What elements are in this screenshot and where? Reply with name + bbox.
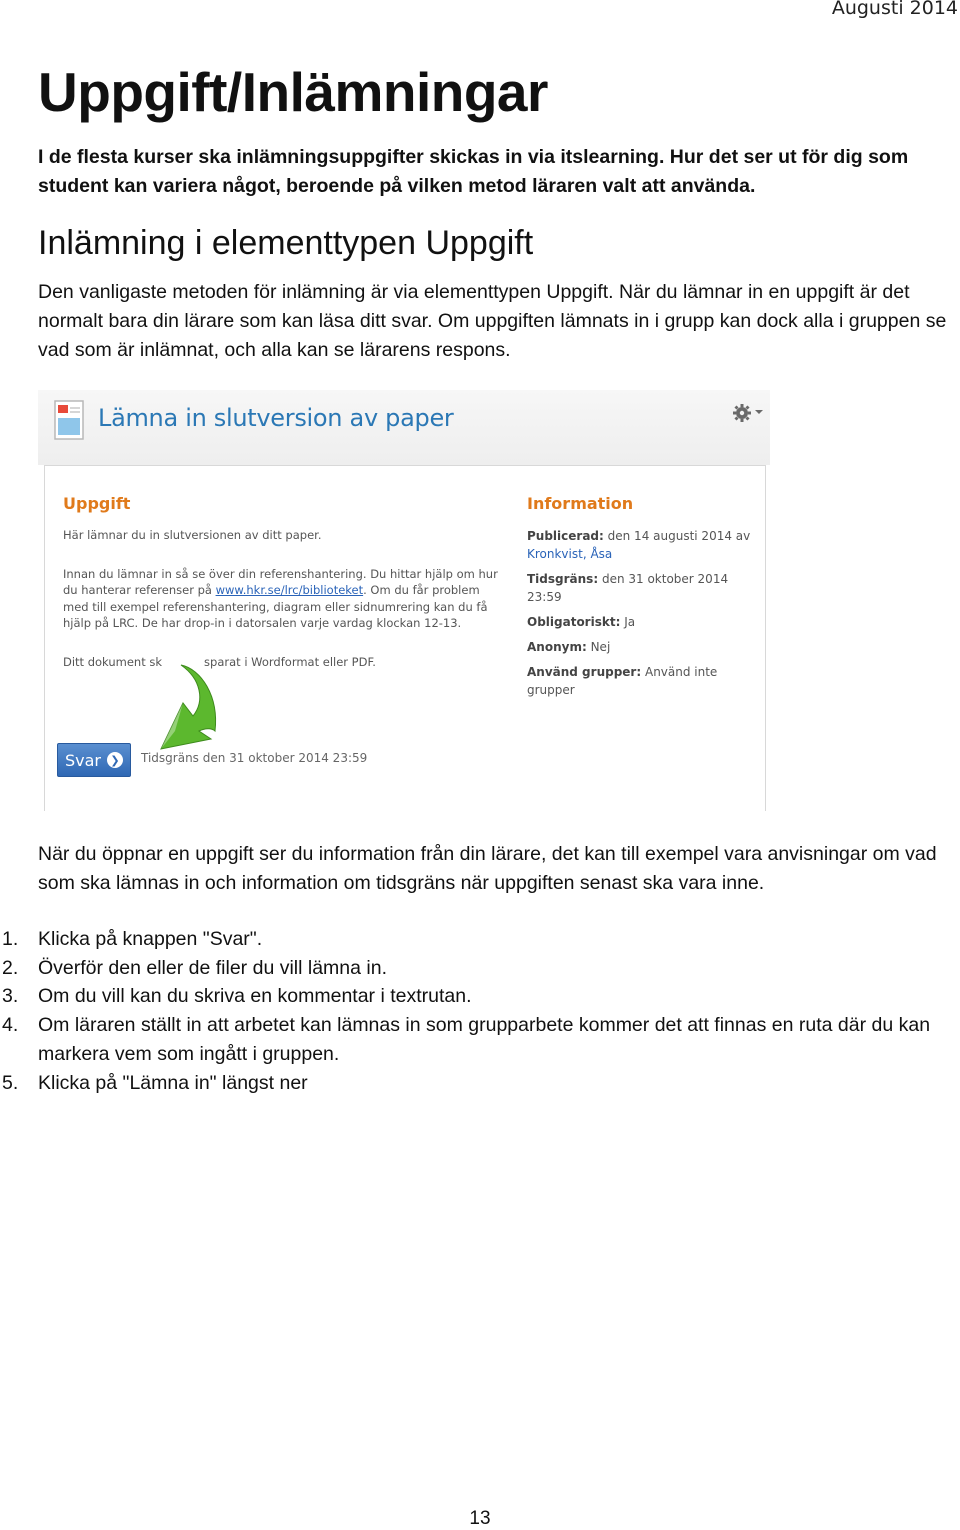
assignment-column: [63, 494, 503, 670]
list-item: 2. Överför den eller de filer du vill lämna in.: [2, 956, 387, 979]
assignment-heading: Uppgift: [63, 494, 131, 513]
library-link[interactable]: www.hkr.se/lrc/biblioteket: [215, 583, 364, 597]
assignment-format-note: Ditt dokument sk sparat i Wordformat eller PDF.: [63, 654, 376, 669]
arrow-right-icon: ❯: [107, 752, 123, 768]
assignment-screenshot: [38, 390, 770, 810]
section-subtitle: Inlämning i elementtypen Uppgift: [38, 224, 534, 262]
header-date: Augusti 2014: [831, 0, 958, 19]
green-arrow-icon: [123, 661, 223, 756]
list-item: 1. Klicka på knappen "Svar".: [2, 928, 263, 950]
page-title: Uppgift/Inlämningar: [38, 61, 548, 123]
author-link[interactable]: Kronkvist, Åsa: [527, 547, 613, 561]
page-number: 13: [469, 1508, 491, 1529]
information-column: [527, 494, 757, 706]
info-groups: Använd grupper: Använd inte grupper: [527, 665, 718, 697]
info-published: Publicerad: den 14 augusti 2014 av Kronkvist, Åsa: [527, 529, 751, 561]
chevron-down-icon: [755, 410, 763, 414]
info-deadline: Tidsgräns: den 31 oktober 2014 23:59: [527, 572, 729, 604]
list-item: 4. Om läraren ställt in att arbetet kan lämnas in som grupparbete kommer det att finnas en ruta där du kan markera vem som ingått i gruppen.: [2, 1014, 931, 1065]
deadline-text: Tidsgräns den 31 oktober 2014 23:59: [141, 751, 368, 765]
assignment-line: Här lämnar du in slutversionen av ditt paper.: [63, 528, 322, 542]
screenshot-title: Lämna in slutversion av paper: [98, 404, 454, 432]
intro-paragraph: I de flesta kurser ska inlämningsuppgifter skickas in via itslearning. Hur det ser ut för dig som student kan variera något, beroende på vilken metod läraren valt att använda.: [38, 146, 909, 197]
list-item: 3. Om du vill kan du skriva en kommentar i textrutan.: [2, 985, 472, 1008]
svar-button-label: Svar: [64, 750, 101, 770]
svar-button[interactable]: [57, 743, 131, 777]
steps-list: [0, 925, 960, 1097]
document-icon: [52, 398, 88, 442]
info-mandatory: Obligatoriskt: Ja: [527, 615, 636, 629]
info-anonymous: Anonym: Nej: [527, 640, 611, 654]
gear-icon[interactable]: [732, 402, 766, 424]
body-paragraph-1: Den vanligaste metoden för inlämning är via elementtypen Uppgift. När du lämnar in en uppgift är det normalt bara din lärare som kan läsa ditt svar. Om uppgiften lämnats in i grupp kan dock alla i gruppen se vad som är inlämnat, och alla kan se lärarens respons.: [38, 281, 947, 361]
screenshot-header: [38, 390, 770, 465]
body-paragraph-2: När du öppnar en uppgift ser du information från din lärare, det kan till exempel vara anvisningar om vad som ska lämnas in och information om tidsgräns när uppgiften senast ska vara inne.: [38, 843, 937, 894]
list-item: 5. Klicka på "Lämna in" längst ner: [2, 1071, 308, 1094]
assignment-instructions: Innan du lämnar in så se över din referenshantering. Du hittar hjälp om hur du hanterar referenser på www.hkr.se/lrc/biblioteket. Om du får problem med till exempel referenshantering, diagram eller sidnumrering kan du få hjälp på LRC. De har drop-in i datorsalen varje vardag klockan 12-13.: [63, 566, 498, 630]
assignment-panel: [44, 465, 766, 811]
information-heading: Information: [527, 494, 634, 513]
